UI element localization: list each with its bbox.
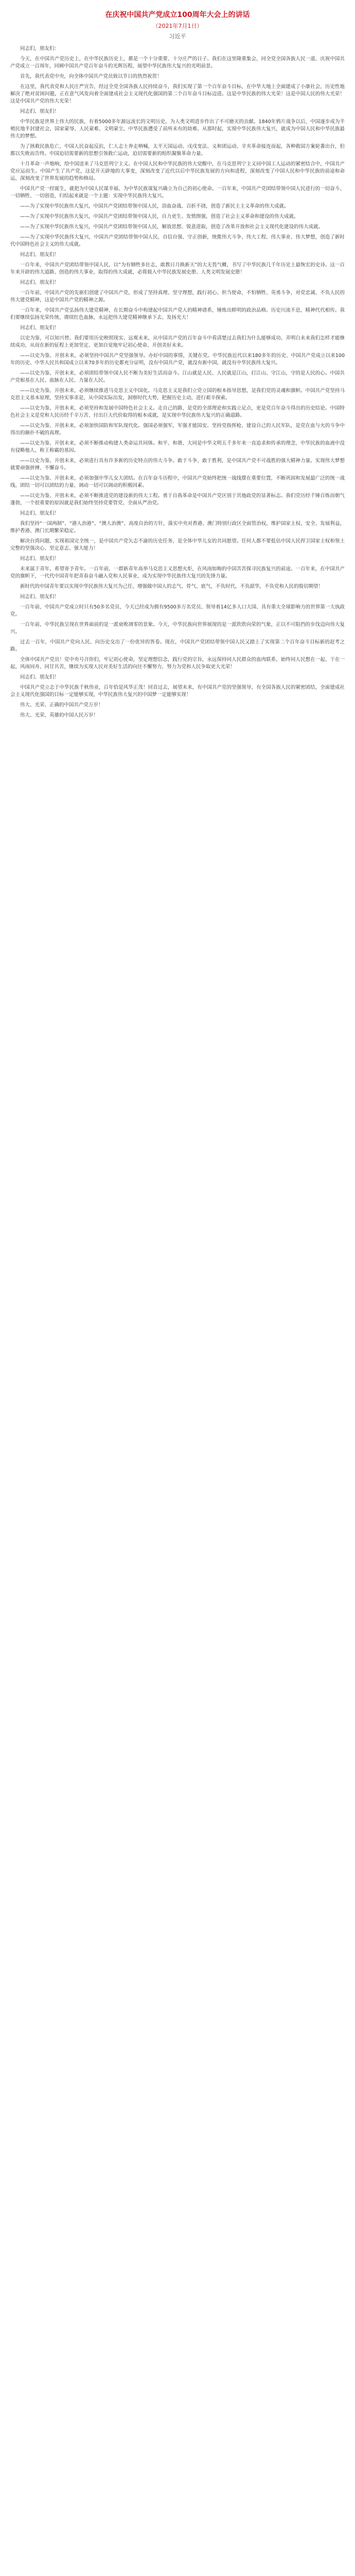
paragraph: 伟大、光荣、英雄的中国人民万岁！ xyxy=(20,713,99,718)
paragraph: 同志们、朋友们！ xyxy=(20,594,60,600)
paragraph: ——为了实现中华民族伟大复兴，中国共产党团结带领中国人民，自力更生、发愤图强，创造了社会主义革命和建设的伟大成就。 xyxy=(20,214,299,219)
paragraph: 在这里，我代表党和人民庄严宣告，经过全党全国各族人民持续奋斗，我们实现了第一个百年奋斗目标，在中华大地上全面建成了小康社会，历史性地解决了绝对贫困问题，正在意气风发向着全面建成社会主义现代化强国的第二个百年奋斗目标迈进。这是中华民族的伟大光荣！这是中国人民的伟大光荣！这是中国共产党的伟大光荣！ xyxy=(10,84,345,104)
article-body xyxy=(0,45,355,719)
paragraph: ——为了实现中华民族伟大复兴，中国共产党团结带领中国人民，浴血奋战、百折不挠，创造了新民主主义革命的伟大成就。 xyxy=(20,204,289,209)
paragraph: 解决台湾问题、实现祖国完全统一，是中国共产党矢志不渝的历史任务，是全体中华儿女的共同愿望。任何人都不要低估中国人民捍卫国家主权和领土完整的坚强决心、坚定意志、强大能力！ xyxy=(10,538,345,551)
paragraph: ——以史为鉴、开创未来，必须继续推进马克思主义中国化。马克思主义是我们立党立国的根本指导思想，是我们党的灵魂和旗帜。中国共产党坚持马克思主义基本原理，坚持实事求是，从中国实际出发，洞察时代大势，把握历史主动，进行艰辛探索。 xyxy=(10,388,345,401)
paragraph: 伟大、光荣、正确的中国共产党万岁！ xyxy=(20,702,103,708)
article-title: 在庆祝中国共产党成立100周年大会上的讲话 xyxy=(105,11,250,19)
paragraph: 一百年前，中国共产党成立时只有50多名党员，今天已经成为拥有9500多万名党员、领导着14亿多人口大国、具有重大全球影响力的世界第一大执政党。 xyxy=(10,604,345,617)
paragraph: 十月革命一声炮响，给中国送来了马克思列宁主义。在中国人民和中华民族的伟大觉醒中，在马克思列宁主义同中国工人运动的紧密结合中，中国共产党应运而生。中国产生了共产党，这是开天辟地的大事变，深刻改变了近代以后中华民族发展的方向和进程，深刻改变了中国人民和中华民族的前途和命运，深刻改变了世界发展的趋势和格局。 xyxy=(10,161,345,181)
paragraph: 一百年前，中国共产党的先驱们创建了中国共产党，形成了坚持真理、坚守理想，践行初心、担当使命，不怕牺牲、英勇斗争，对党忠诚、不负人民的伟大建党精神，这是中国共产党的精神之源。 xyxy=(10,290,345,303)
paragraph: 中国共产党一经诞生，就把为中国人民谋幸福、为中华民族谋复兴确立为自己的初心使命。一百年来，中国共产党团结带领中国人民进行的一切奋斗、一切牺牲、一切创造，归结起来就是一个主题：实现中华民族伟大复兴。 xyxy=(10,186,345,199)
paragraph: ——以史为鉴、开创未来，必须加快国防和军队现代化。强国必须强军，军强才能国安。坚持党指挥枪、建设自己的人民军队，是党在血与火的斗争中得出的颠扑不破的真理。 xyxy=(10,423,345,436)
paragraph: 中华民族是世界上伟大的民族，有着5000多年源远流长的文明历史，为人类文明进步作出了不可磨灭的贡献。1840年鸦片战争以后，中国逐步成为半殖民地半封建社会，国家蒙辱、人民蒙难、文明蒙尘，中华民族遭受了前所未有的劫难。从那时起，实现中华民族伟大复兴，就成为中国人民和中华民族最伟大的梦想。 xyxy=(10,119,345,139)
paragraph: 同志们，朋友们： xyxy=(20,46,60,52)
paragraph: 一百年前，中华民族呈现在世界面前的是一派衰败凋零的景象。今天，中华民族向世界展现的是一派欣欣向荣的气象，正以不可阻挡的步伐迈向伟大复兴。 xyxy=(10,622,345,635)
paragraph: ——为了实现中华民族伟大复兴，中国共产党团结带领中国人民，自信自强、守正创新，统揽伟大斗争、伟大工程、伟大事业、伟大梦想，创造了新时代中国特色社会主义的伟大成就。 xyxy=(10,234,345,247)
paragraph: 同志们、朋友们！ xyxy=(20,511,60,516)
paragraph: 今天，在中国共产党历史上，在中华民族历史上，都是一个十分重要、十分庄严的日子。我们在这里隆重集会，同全党全国各族人民一道，庆祝中国共产党成立一百周年，回顾中国共产党百年奋斗的光辉历程，展望中华民族伟大复兴的光明前景。 xyxy=(10,56,345,69)
paragraph: ——以史为鉴、开创未来，必须加强中华儿女大团结。在百年奋斗历程中，中国共产党始终把统一战线摆在重要位置，不断巩固和发展最广泛的统一战线，团结一切可以团结的力量、调动一切可以调动的积极因素。 xyxy=(10,476,345,488)
paragraph: 中国共产党立志于中华民族千秋伟业，百年恰是风华正茂！回首过去，展望未来，有中国共产党的坚强领导，有全国各族人民的紧密团结，全面建成社会主义现代化强国的目标一定能够实现，中华民族伟大复兴的中国梦一定能够实现！ xyxy=(10,685,345,698)
paragraph: 新时代的中国青年要以实现中华民族伟大复兴为己任，增强做中国人的志气、骨气、底气，不负时代，不负韶华，不负党和人民的殷切期望！ xyxy=(20,584,324,589)
article-author: 习近平 xyxy=(169,33,186,40)
paragraph: 同志们、朋友们！ xyxy=(20,280,60,285)
paragraph: ——以史为鉴、开创未来，必须不断推动构建人类命运共同体。和平、和谐、大同是中华文明五千多年来一直追求和传承的理念，中华民族的血液中没有侵略他人、称王称霸的基因。 xyxy=(10,440,345,453)
paragraph: 一百年来，中国共产党弘扬伟大建党精神，在长期奋斗中构建起中国共产党人的精神谱系，锤炼出鲜明的政治品格。历史川流不息，精神代代相传。我们要继续弘扬光荣传统、赓续红色血脉，永远把伟大建党精神继承下去、发扬光大！ xyxy=(10,308,345,320)
paragraph: 全体中国共产党员！党中央号召你们，牢记初心使命，坚定理想信念，践行党的宗旨，永远保持同人民群众的血肉联系，始终同人民想在一起、干在一起，风雨同舟、同甘共苦，继续为实现人民对美好生活的向往不懈努力，努力为党和人民争取更大光荣！ xyxy=(10,657,345,670)
paragraph: 首先，我代表党中央，向全体中国共产党员致以节日的热烈祝贺！ xyxy=(20,74,162,79)
paragraph: 同志们、朋友们！ xyxy=(20,252,60,258)
paragraph: 同志们、朋友们！ xyxy=(20,556,60,562)
article-date: （2021年7月1日） xyxy=(152,23,203,29)
paragraph: ——以史为鉴、开创未来，必须不断推进党的建设新的伟大工程。勇于自我革命是中国共产党区别于其他政党的显著标志。我们党历经千锤百炼而朝气蓬勃，一个很重要的原因就是我们始终坚持党要管党、全面从严治党。 xyxy=(10,493,345,506)
paragraph: 同志们、朋友们！ xyxy=(20,109,60,114)
paragraph: 我们坚持“一国两制”、“港人治港”、“澳人治澳”、高度自治的方针，落实中央对香港、澳门特别行政区全面管治权，维护国家主权、安全、发展利益，维护香港、澳门长期繁荣稳定。 xyxy=(10,521,345,534)
paragraph: 同志们、朋友们！ xyxy=(20,325,60,331)
paragraph: 同志们、朋友们！ xyxy=(20,674,60,680)
paragraph: ——为了实现中华民族伟大复兴，中国共产党团结带领中国人民，解放思想、锐意进取，创造了改革开放和社会主义现代化建设的伟大成就。 xyxy=(20,224,324,230)
paragraph: 未来属于青年，希望寄予青年。一百年前，一群新青年高举马克思主义思想火炬，在风雨如晦的中国苦苦探寻民族复兴的前途。一百年来，在中国共产党的旗帜下，一代代中国青年把青春奋斗融入党和人民事业，成为实现中华民族伟大复兴的先锋力量。 xyxy=(10,566,345,579)
paragraph: ——以史为鉴、开创未来，必须进行具有许多新的历史特点的伟大斗争。敢于斗争、敢于胜利，是中国共产党不可战胜的强大精神力量。实现伟大梦想就要顽强拼搏、不懈奋斗。 xyxy=(10,458,345,471)
paragraph: 以史为鉴，可以知兴替。我们要用历史映照现实、远观未来，从中国共产党的百年奋斗中看清楚过去我们为什么能够成功、弄明白未来我们怎样才能继续成功，从而在新的征程上更加坚定、更加自觉地牢记初心使命、开创美好未来。 xyxy=(10,335,345,348)
paragraph: 为了拯救民族危亡，中国人民奋起反抗，仁人志士奔走呐喊，太平天国运动、戊戌变法、义和团运动、辛亥革命接连而起，各种救国方案轮番出台，但都以失败而告终。中国迫切需要新的思想引领救亡运动，迫切需要新的组织凝聚革命力量。 xyxy=(10,144,345,157)
paragraph: ——以史为鉴、开创未来，必须坚持和发展中国特色社会主义。走自己的路，是党的全部理论和实践立足点，更是党百年奋斗得出的历史结论。中国特色社会主义是党和人民历经千辛万苦、付出巨大代价取得的根本成就，是实现中华民族伟大复兴的正确道路。 xyxy=(10,405,345,418)
paragraph: 一百年来，中国共产党团结带领中国人民，以“为有牺牲多壮志，敢教日月换新天”的大无畏气概，书写了中华民族几千年历史上最恢宏的史诗。这一百年来开辟的伟大道路、创造的伟大事业、取得的伟大成就，必将载入中华民族发展史册、人类文明发展史册！ xyxy=(10,262,345,275)
paragraph: ——以史为鉴、开创未来，必须坚持中国共产党坚强领导。办好中国的事情，关键在党。中华民族近代以来180多年的历史、中国共产党成立以来100年的历史、中华人民共和国成立以来70多年的历史都充分证明，没有中国共产党，就没有新中国，就没有中华民族伟大复兴。 xyxy=(10,353,345,366)
paragraph: 过去一百年，中国共产党向人民、向历史交出了一份优异的答卷。现在，中国共产党团结带领中国人民又踏上了实现第二个百年奋斗目标新的赶考之路。 xyxy=(10,639,345,652)
paragraph: ——以史为鉴、开创未来，必须团结带领中国人民不断为美好生活而奋斗。江山就是人民、人民就是江山，打江山、守江山，守的是人民的心。中国共产党根基在人民、血脉在人民、力量在人民。 xyxy=(10,370,345,383)
